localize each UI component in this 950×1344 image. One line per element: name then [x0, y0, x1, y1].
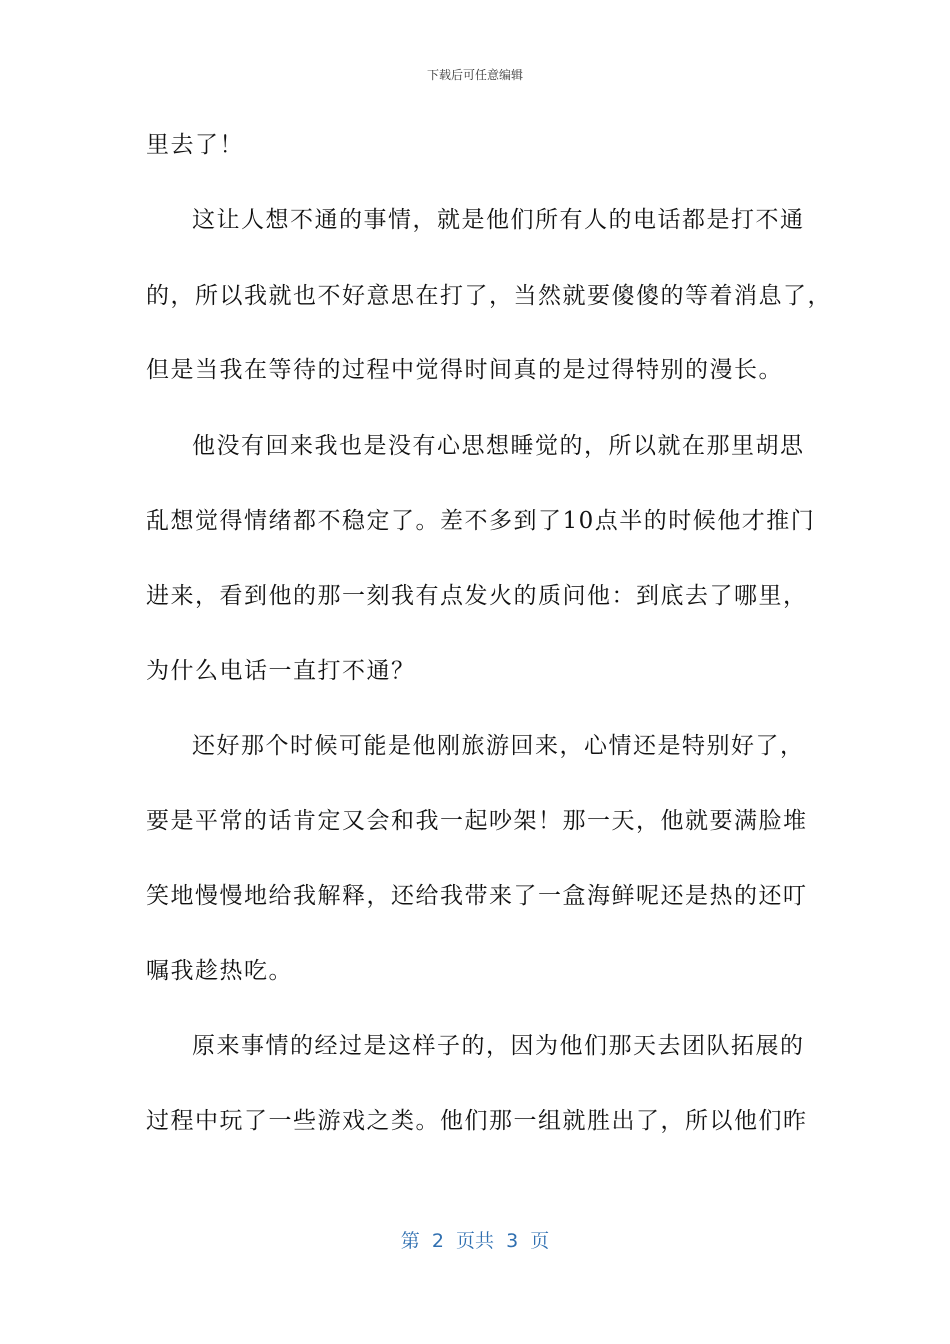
text-line: 要是平常的话肯定又会和我一起吵架！那一天，他就要满脸堆: [146, 808, 808, 834]
paragraph-start-line: 这让人想不通的事情，就是他们所有人的电话都是打不通: [192, 207, 805, 233]
text-line: 进来，看到他的那一刻我有点发火的质问他：到底去了哪里，: [146, 583, 808, 609]
text-line: 过程中玩了一些游戏之类。他们那一组就胜出了，所以他们昨: [146, 1108, 808, 1134]
text-line: 笑地慢慢地给我解释，还给我带来了一盒海鲜呢还是热的还叮: [146, 883, 808, 909]
text-line: 里去了！: [146, 132, 244, 158]
text-line: 嘱我趁热吃。: [146, 958, 293, 984]
page-number-footer: 第 2 页共 3 页: [400, 1230, 550, 1252]
page-header: 下载后可任意编辑: [426, 68, 523, 82]
text-line: 的，所以我就也不好意思在打了，当然就要傻傻的等着消息了，: [146, 283, 832, 309]
text-line: 但是当我在等待的过程中觉得时间真的是过得特别的漫长。: [146, 357, 783, 383]
text-line: 乱想觉得情绪都不稳定了。差不多到了10点半的时候他才推门: [146, 508, 816, 534]
text-line: 为什么电话一直打不通？: [146, 658, 416, 684]
paragraph-start-line: 原来事情的经过是这样子的，因为他们那天去团队拓展的: [192, 1033, 805, 1059]
paragraph-start-line: 还好那个时候可能是他刚旅游回来，心情还是特别好了，: [192, 733, 805, 759]
paragraph-start-line: 他没有回来我也是没有心思想睡觉的，所以就在那里胡思: [192, 433, 805, 459]
